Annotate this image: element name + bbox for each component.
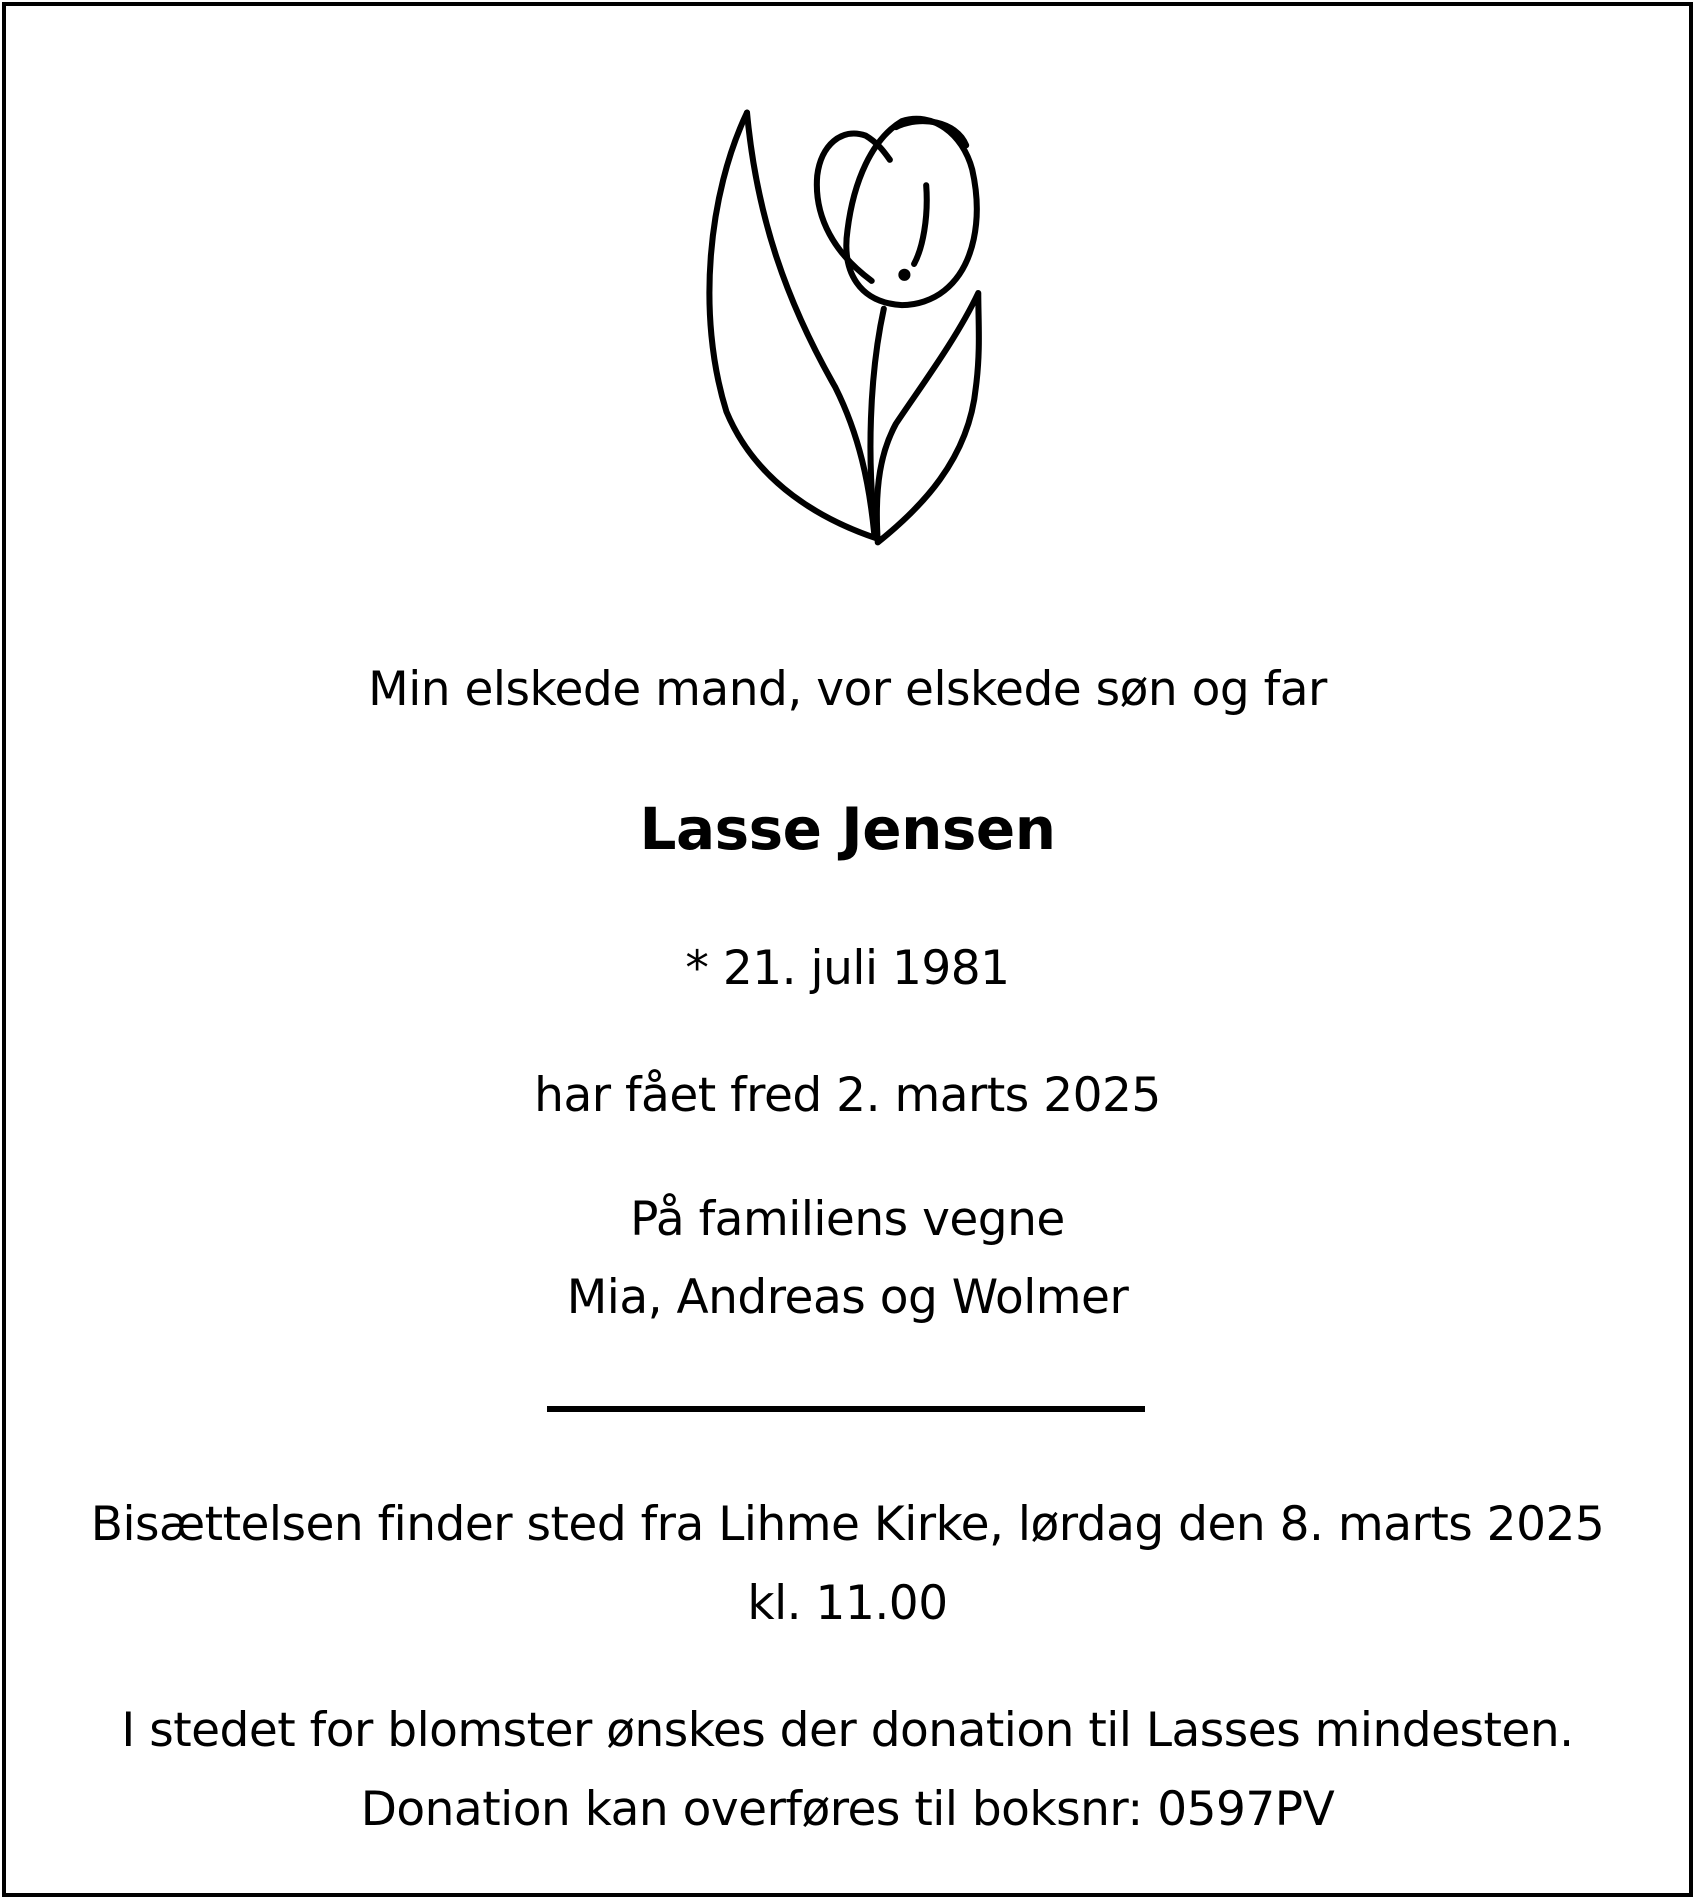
intro-text: Min elskede mand, vor elskede søn og far [368, 662, 1327, 717]
donation-info: I stedet for blomster ønskes der donation til Lasses mindesten. [121, 1703, 1574, 1758]
birth-date: * 21. juli 1981 [685, 941, 1010, 996]
funeral-time: kl. 11.00 [747, 1576, 948, 1631]
divider [547, 1406, 1145, 1412]
signoff-line: På familiens vegne [630, 1192, 1065, 1247]
family-names: Mia, Andreas og Wolmer [566, 1270, 1129, 1325]
funeral-info: Bisættelsen finder sted fra Lihme Kirke, lørdag den 8. marts 2025 [90, 1497, 1605, 1552]
deceased-name: Lasse Jensen [639, 795, 1056, 863]
donation-box-number: Donation kan overføres til boksnr: 0597PV [360, 1782, 1335, 1837]
death-date: har fået fred 2. marts 2025 [534, 1068, 1161, 1123]
